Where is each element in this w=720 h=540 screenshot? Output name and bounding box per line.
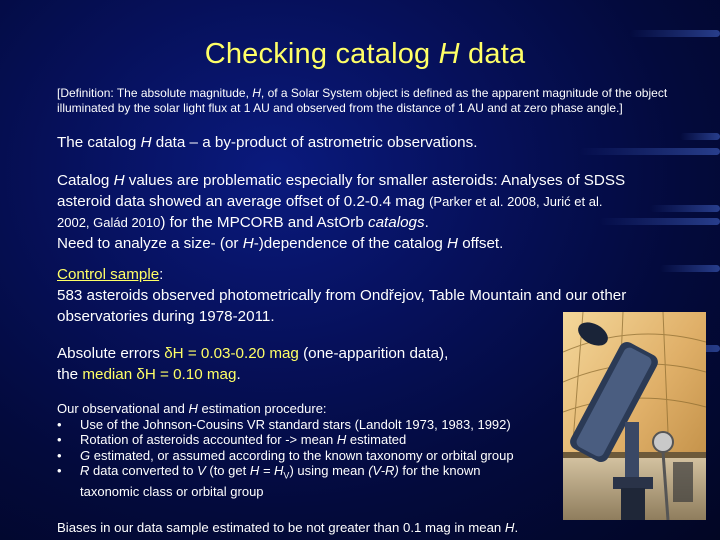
bg-streak bbox=[580, 148, 720, 155]
bg-streak bbox=[650, 205, 720, 212]
procedure-section bbox=[57, 401, 557, 500]
catalog-h-paragraph: The catalog H data – a by-product of astrometric observations. bbox=[57, 134, 478, 151]
control-sample-paragraph: Control sample: 583 asteroids observed photometrically from Ondřejov, Table Mountain and our other observatories during 1978-2011. bbox=[57, 266, 627, 325]
definition-text: [Definition: The absolute magnitude, H, of a Solar System object is defined as the apparent magnitude of the object illuminated by the solar light flux at 1 AU and observed from the distance of 1 AU and at zero phase angle.] bbox=[57, 86, 668, 115]
procedure-bullet: • R data converted to V (to get $H = H_V$) using mean (V-R) for the known taxonomic class or orbital group bbox=[57, 463, 481, 500]
bg-streak bbox=[630, 30, 720, 37]
procedure-heading: Our observational and H estimation procedure: bbox=[57, 401, 327, 416]
procedure-bullet: • Use of the Johnson-Cousins VR standard stars (Landolt 1973, 1983, 1992) bbox=[57, 416, 511, 432]
bg-streak bbox=[680, 133, 720, 140]
bg-streak bbox=[660, 265, 720, 272]
slide-title: Checking catalog H data bbox=[204, 38, 526, 70]
telescope-icon bbox=[563, 312, 706, 520]
biases-text: Biases in our data sample estimated to be not greater than 0.1 mag in mean H. bbox=[57, 520, 519, 535]
procedure-bullet: • G estimated, or assumed according to the known taxonomy or orbital group bbox=[57, 447, 514, 463]
procedure-bullet: • Rotation of asteroids accounted for -> mean H estimated bbox=[57, 432, 407, 447]
telescope-dome-photo bbox=[563, 312, 706, 520]
errors-paragraph: Absolute errors δH = 0.03-0.20 mag (one-apparition data), the median δH = 0.10 mag. bbox=[57, 345, 449, 383]
problem-paragraph: Catalog H values are problematic especially for smaller asteroids: Analyses of SDSS asteroid data showed an average offset of 0.2-0.4 mag (Parker et al. 2008, Jurić et al. 2002, Galád 2010) for the MPCORB and AstOrb catalogs. Need to analyze a size- (or H-)dependence of the catalog H offset. bbox=[57, 172, 626, 252]
control-sample-heading: Control sample bbox=[57, 266, 160, 283]
